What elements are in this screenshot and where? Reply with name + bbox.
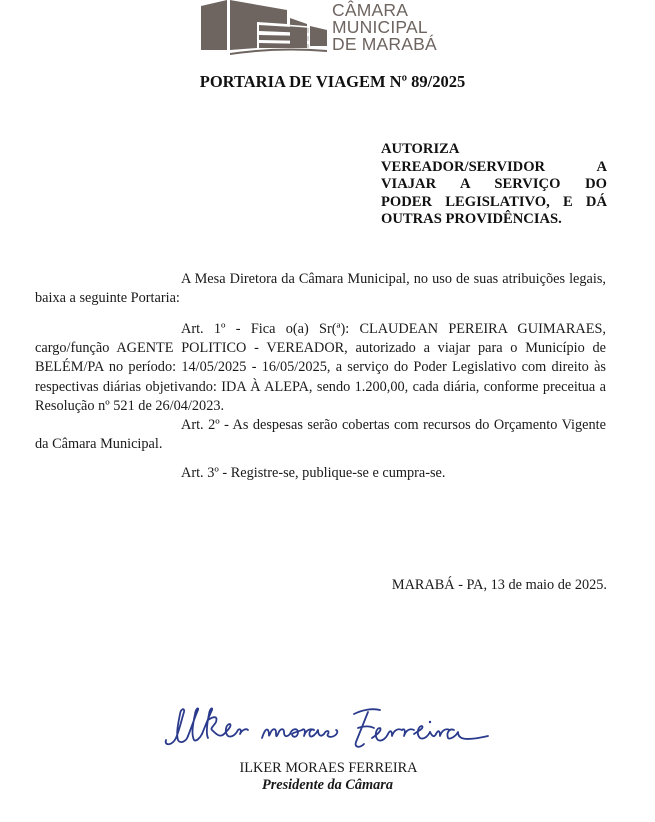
logo-line-3: DE MARABÁ: [332, 34, 437, 54]
building-logo-icon: [197, 0, 329, 58]
handwritten-signature: [158, 700, 498, 762]
ementa-line: VIAJAR A SERVIÇO DO: [381, 176, 607, 193]
intro-paragraph: A Mesa Diretora da Câmara Municipal, no uso de suas atribuições legais, baixa a seguinte Portaria:: [35, 271, 606, 307]
logo-text: [332, 2, 437, 53]
article-3: [35, 464, 606, 483]
article-1: [35, 320, 606, 416]
logo-line-2: MUNICIPAL: [332, 17, 428, 37]
article-text: Fica o(a) Sr(ª): CLAUDEAN PEREIRA GUIMARAES, cargo/função AGENTE POLITICO - VEREADOR, autorizado a viajar para o Município de BELÉM/PA no período: 14/05/2025 - 16/05/2025, a serviço do Poder Legislativo com direito às respectivas diárias objetivando: IDA À ALEPA, sendo 1.200,00, cada diária, conforme preceitua a Resolução nº 521 de 26/04/2023.: [35, 321, 606, 414]
logo-line-1: CÂMARA: [332, 0, 409, 20]
place-date: MARABÁ - PA, 13 de maio de 2025.: [391, 577, 607, 593]
ementa-line: VEREADOR/SERVIDOR A: [381, 158, 607, 175]
camara-logo: [197, 0, 457, 58]
ementa-line: OUTRAS PROVIDÊNCIAS.: [381, 211, 562, 228]
signatory-name: ILKER MORAES FERREIRA: [239, 760, 418, 776]
ementa-line: PODER LEGISLATIVO, E DÁ: [381, 193, 607, 210]
signatory-role: Presidente da Câmara: [261, 777, 394, 793]
document-title: PORTARIA DE VIAGEM Nº 89/2025: [199, 72, 466, 91]
article-2: [35, 416, 606, 454]
article-label: Art. 1º -: [181, 321, 241, 337]
article-label: Art. 3º -: [181, 465, 228, 481]
article-text: As despesas serão cobertas com recursos do Orçamento Vigente da Câmara Municipal.: [35, 417, 606, 453]
article-label: Art. 2º -: [181, 417, 229, 433]
ementa: [381, 141, 607, 229]
article-text: Registre-se, publique-se e cumpra-se.: [230, 465, 446, 481]
ementa-line: AUTORIZA: [381, 141, 460, 157]
